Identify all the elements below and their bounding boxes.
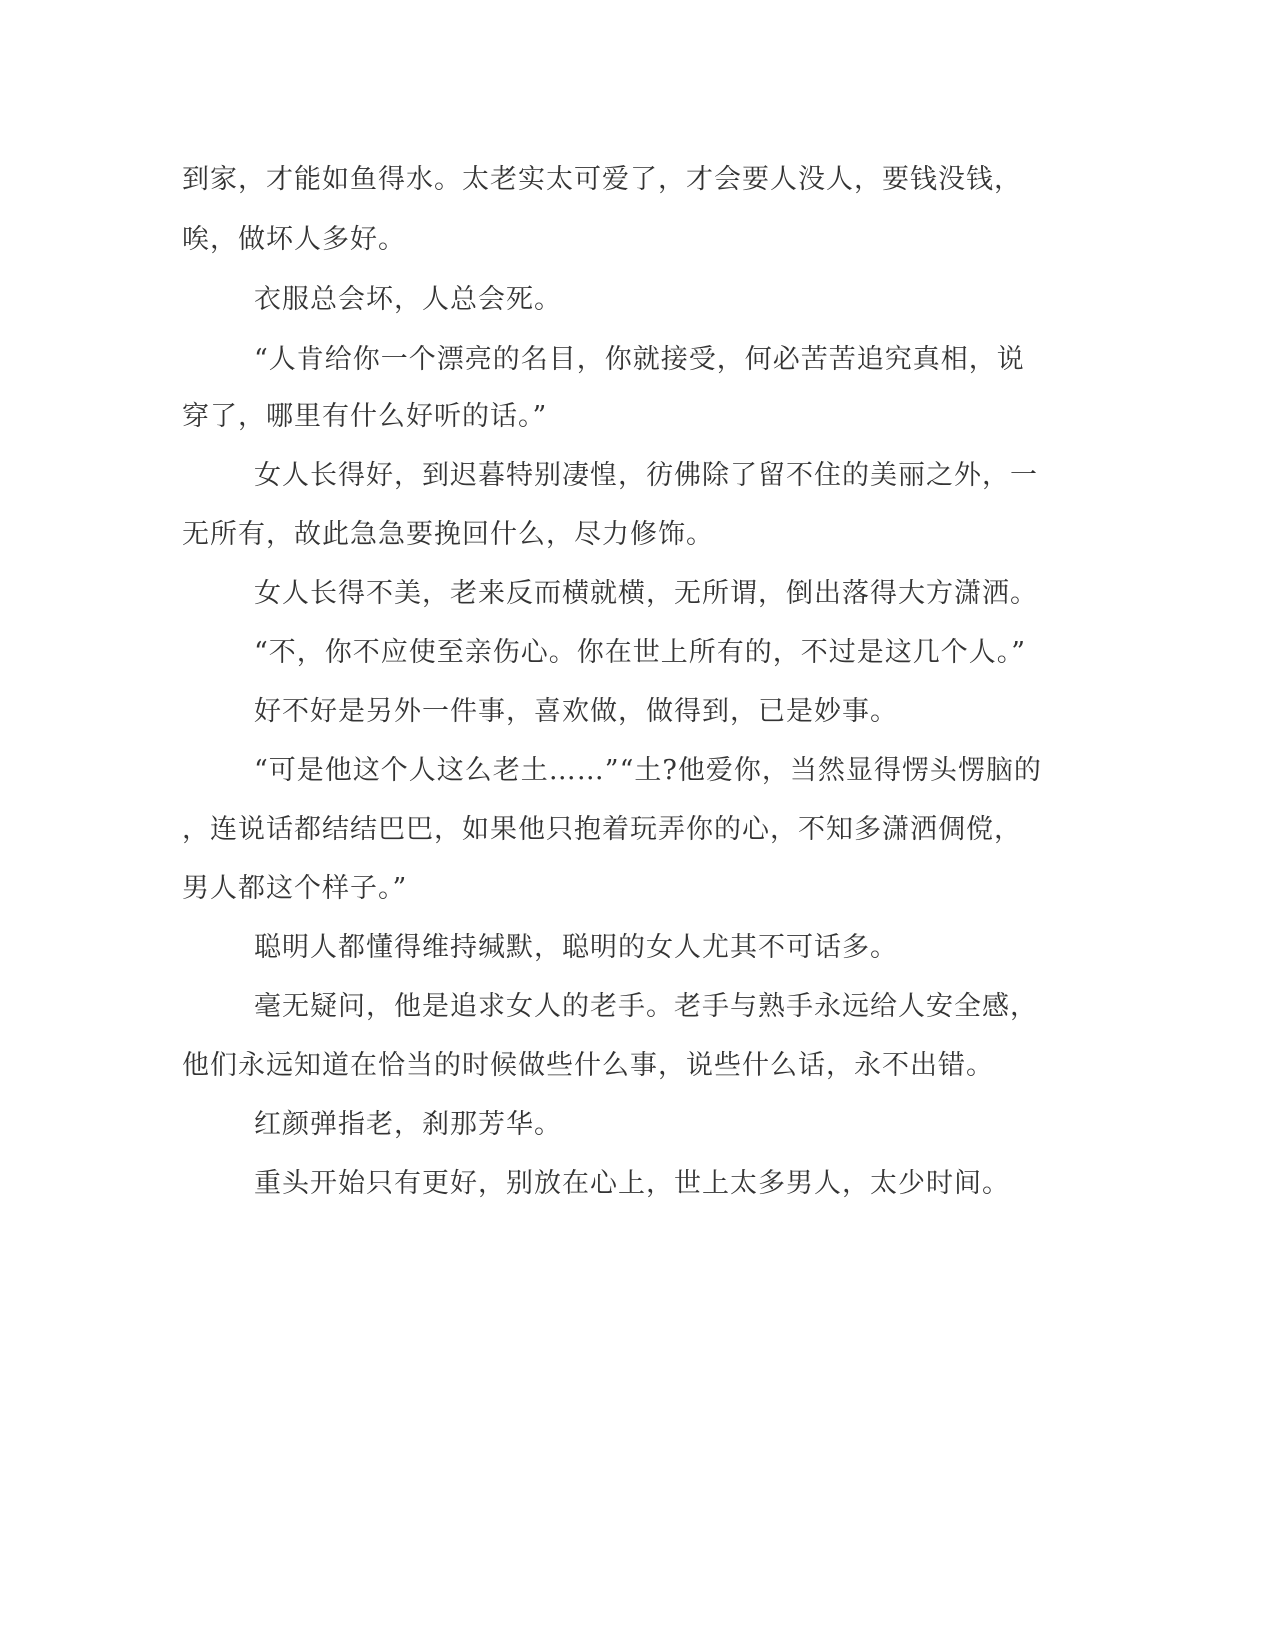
text-line: 毫无疑问，他是追求女人的老手。老手与熟手永远给人安全感， bbox=[254, 991, 1038, 1022]
text-line: “人肯给你一个漂亮的名目，你就接受，何必苦苦追究真相，说 bbox=[254, 344, 1025, 375]
text-line: 他们永远知道在恰当的时候做些什么事，说些什么话，永不出错。 bbox=[182, 1050, 994, 1081]
text-line: “可是他这个人这么老土……”“土?他爱你，当然显得愣头愣脑的 bbox=[254, 755, 1042, 786]
text-line: 聪明人都懂得维持缄默，聪明的女人尤其不可话多。 bbox=[254, 932, 898, 963]
text-line: 男人都这个样子。” bbox=[182, 873, 408, 904]
text-line: 无所有，故此急急要挽回什么，尽力修饰。 bbox=[182, 519, 714, 550]
text-line: “不，你不应使至亲伤心。你在世上所有的，不过是这几个人。” bbox=[254, 637, 1027, 668]
text-line: 穿了，哪里有什么好听的话。” bbox=[182, 401, 548, 432]
text-line: 好不好是另外一件事，喜欢做，做得到，已是妙事。 bbox=[254, 696, 898, 727]
text-line: 女人长得好，到迟暮特别凄惶，彷佛除了留不住的美丽之外，一 bbox=[254, 460, 1038, 491]
text-line: 红颜弹指老，刹那芳华。 bbox=[254, 1109, 562, 1140]
text-line: 到家，才能如鱼得水。太老实太可爱了，才会要人没人，要钱没钱， bbox=[182, 164, 1022, 195]
text-line: ，连说话都结结巴巴，如果他只抱着玩弄你的心，不知多潇洒倜傥， bbox=[182, 814, 1022, 845]
text-line: 唉，做坏人多好。 bbox=[182, 224, 406, 255]
text-line: 衣服总会坏，人总会死。 bbox=[254, 284, 562, 315]
text-line: 重头开始只有更好，别放在心上，世上太多男人，太少时间。 bbox=[254, 1168, 1010, 1199]
text-line: 女人长得不美，老来反而横就横，无所谓，倒出落得大方潇洒。 bbox=[254, 578, 1038, 609]
